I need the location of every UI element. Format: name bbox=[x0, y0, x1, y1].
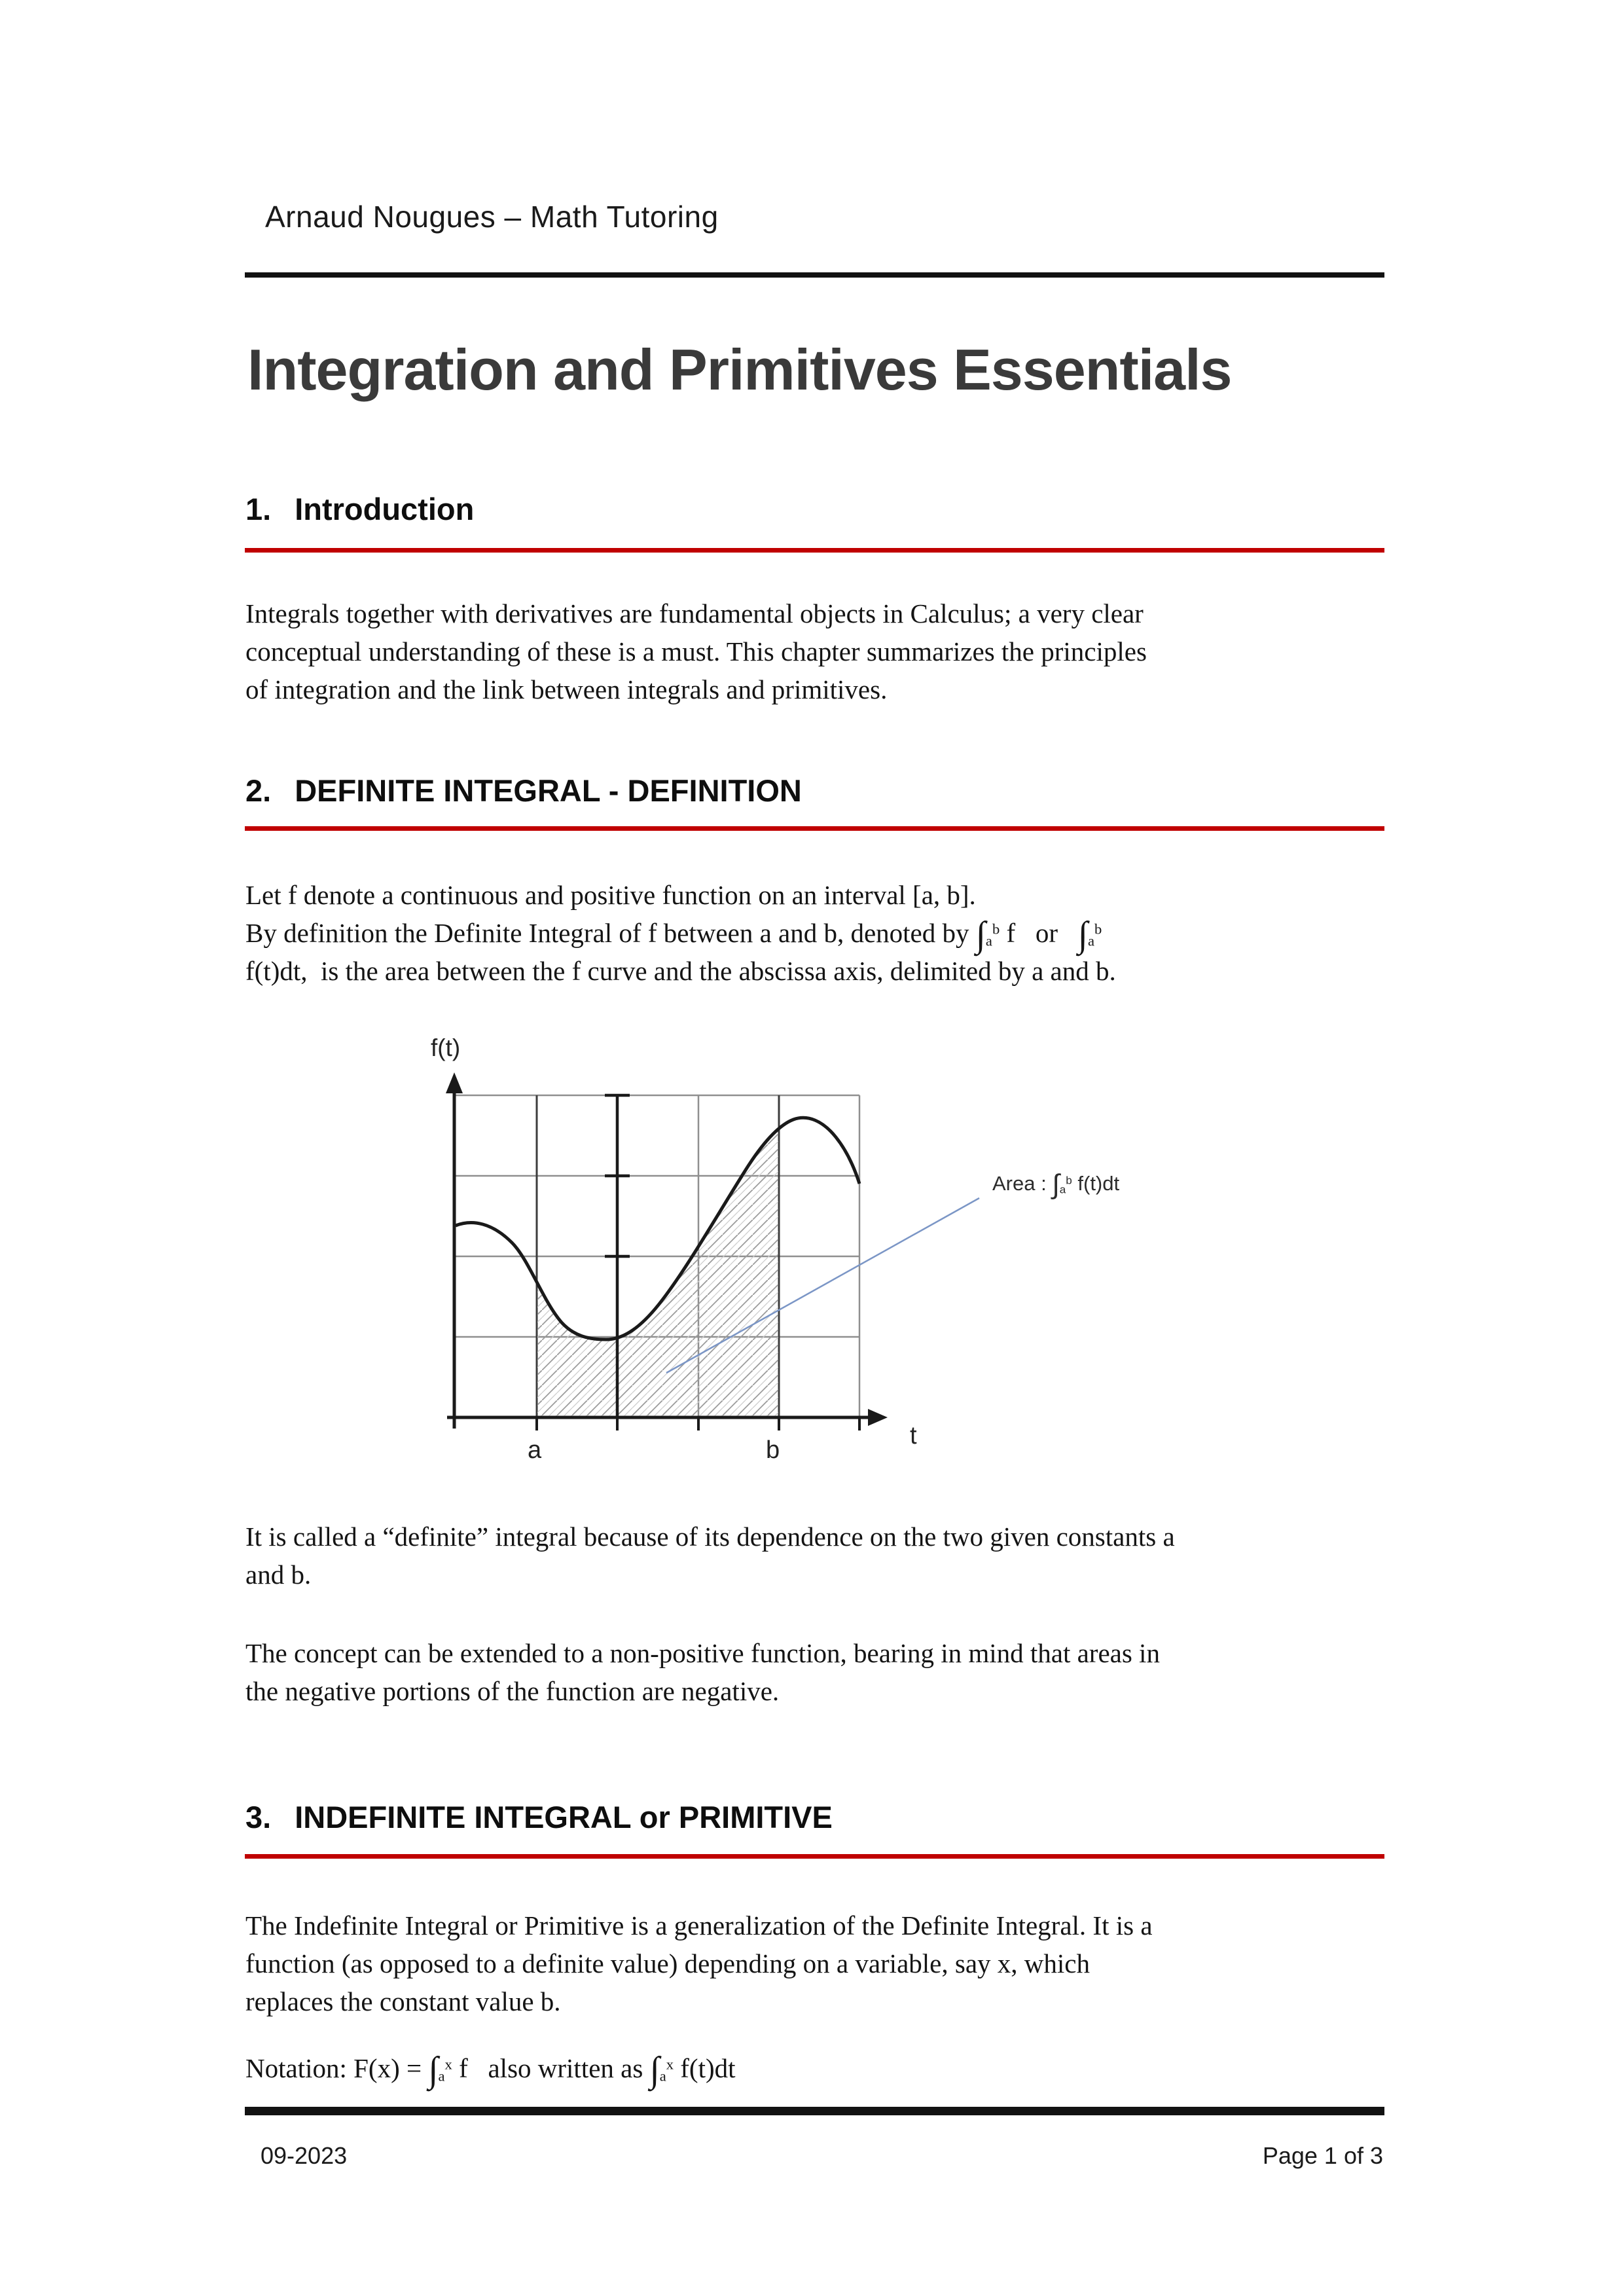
page-title: Integration and Primitives Essentials bbox=[247, 337, 1232, 402]
text-line: and b. bbox=[245, 1559, 312, 1590]
hatched-area bbox=[456, 1118, 859, 1417]
text-line: The Indefinite Integral or Primitive is a generalization of the Definite Integral. It is a bbox=[245, 1910, 1153, 1941]
section-title: Introduction bbox=[295, 492, 475, 526]
figure-a-tick-label: a bbox=[528, 1436, 542, 1464]
x-axis-arrow bbox=[868, 1409, 888, 1426]
y-axis-arrow bbox=[446, 1072, 463, 1093]
section-number: 2. bbox=[245, 773, 272, 808]
text-line: the negative portions of the function are negative. bbox=[245, 1676, 780, 1706]
text-line: replaces the constant value b. bbox=[245, 1986, 561, 2016]
text-line: Let f denote a continuous and positive function on an interval [a, b]. bbox=[245, 880, 976, 910]
y-axis bbox=[446, 1072, 463, 1429]
indefinite-integral-paragraph bbox=[245, 1906, 1398, 2020]
definite-note-paragraph bbox=[245, 1518, 1398, 1594]
footer-rule bbox=[245, 2107, 1384, 2115]
section-heading-indefinite-integral bbox=[245, 1799, 833, 1835]
non-positive-paragraph bbox=[245, 1634, 1398, 1710]
figure-area-annotation: Area : $\int_a^b$ f(t)dt bbox=[992, 1169, 1120, 1200]
figure-b-tick-label: b bbox=[766, 1436, 780, 1464]
text-line: The concept can be extended to a non-positive function, bearing in mind that areas in bbox=[245, 1638, 1160, 1668]
footer bbox=[261, 2142, 1383, 2170]
text-line: It is called a “definite” integral because of its dependence on the two given constants a bbox=[245, 1522, 1175, 1552]
function-curve bbox=[456, 1118, 859, 1339]
footer-date: 09-2023 bbox=[261, 2142, 348, 2169]
text-line: conceptual understanding of these is a must. This chapter summarizes the principles bbox=[245, 636, 1147, 666]
text-line: Integrals together with derivatives are fundamental objects in Calculus; a very clear bbox=[245, 598, 1144, 629]
x-axis-ticks bbox=[537, 1417, 859, 1430]
section-number: 3. bbox=[245, 1800, 272, 1834]
document-header: Arnaud Nougues – Math Tutoring bbox=[265, 200, 719, 234]
text-line: function (as opposed to a definite value) depending on a variable, say x, which bbox=[245, 1948, 1090, 1978]
text-line: of integration and the link between integrals and primitives. bbox=[245, 674, 888, 704]
section-title: DEFINITE INTEGRAL - DEFINITION bbox=[295, 773, 802, 808]
notation-line: Notation: $F(x) = \int_a^x$ f also written as $\int_a^x$ f(t)dt bbox=[245, 2049, 736, 2090]
figure-y-axis-label: f(t) bbox=[431, 1034, 461, 1061]
text-line: f(t)dt, is the area between the f curve and the abscissa axis, delimited by a and b. bbox=[245, 956, 1116, 986]
section-title: INDEFINITE INTEGRAL or PRIMITIVE bbox=[295, 1800, 833, 1834]
section-divider-red bbox=[245, 1854, 1384, 1859]
section-number: 1. bbox=[245, 492, 272, 526]
text-line: By definition the Definite Integral of f between a and b, denoted by $\int_a^b$ f or $\int_a^b$ bbox=[245, 914, 1102, 955]
figure-x-axis-label: t bbox=[910, 1422, 917, 1449]
footer-page-number: Page 1 of 3 bbox=[1262, 2142, 1383, 2169]
